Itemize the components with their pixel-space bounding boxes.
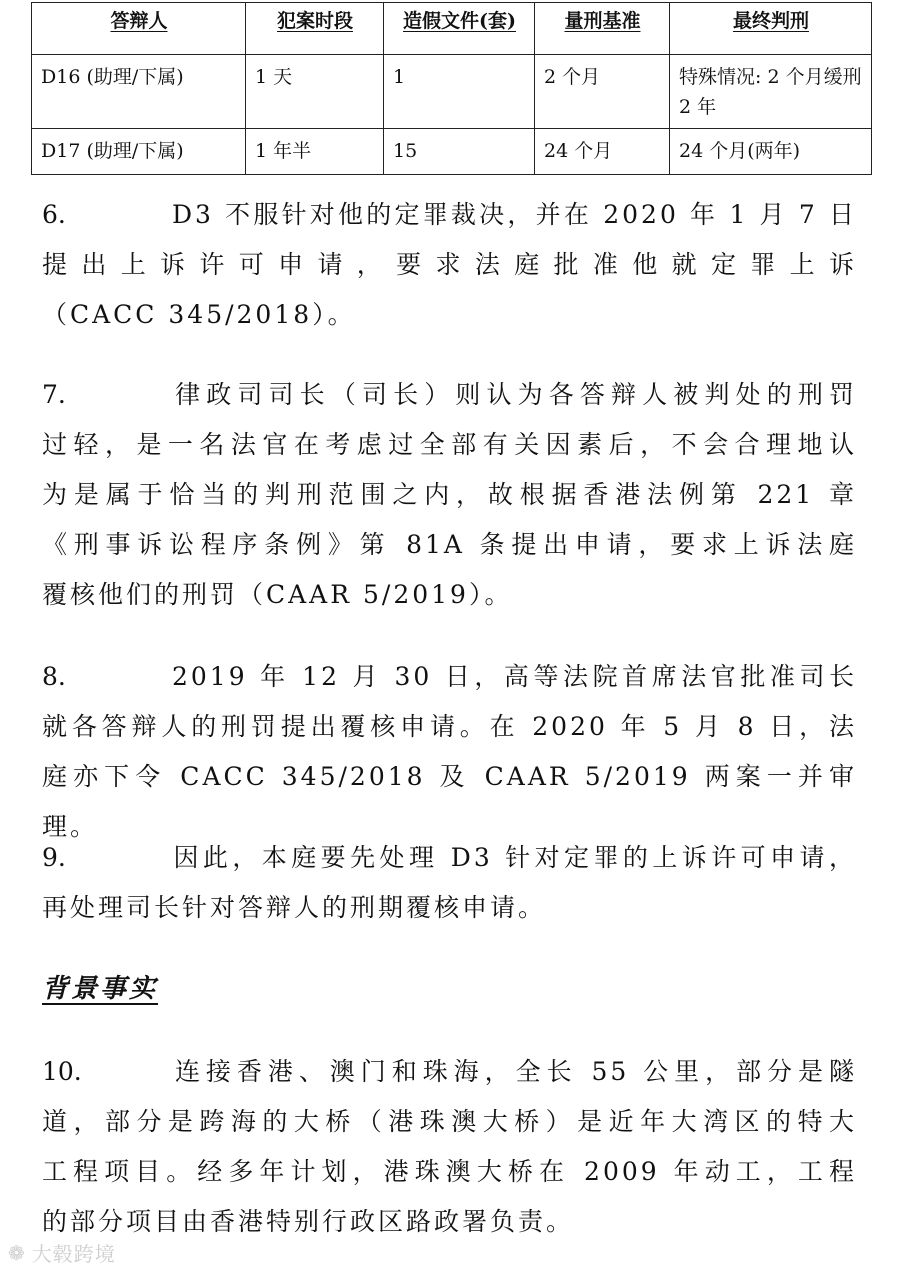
paragraph-6 (42, 190, 857, 340)
header-starting-point: 量刑基准 (535, 3, 670, 55)
paragraph-line: 覆核他们的刑罚（CAAR 5/2019）。 (42, 580, 513, 609)
paragraph-line: 就各答辩人的刑罚提出覆核申请。在 2020 年 5 月 8 日，法 (42, 712, 857, 741)
paragraph-line: 过轻，是一名法官在考虑过全部有关因素后，不会合理地认 (42, 430, 857, 459)
paragraph-number: 9. (42, 843, 66, 872)
paragraph-number: 7. (42, 380, 66, 409)
paragraph-line: 律政司司长（司长）则认为各答辩人被判处的刑罚 (172, 380, 857, 409)
paragraph-10 (42, 1047, 857, 1247)
cell-respondent: D16 (助理/下属) (32, 55, 246, 129)
header-final-sentence: 最终判刑 (670, 3, 872, 55)
paragraph-number: 6. (42, 200, 66, 229)
paragraph-line: 提出上诉许可申请，要求法庭批准他就定罪上诉 (42, 250, 857, 279)
cell-respondent: D17 (助理/下属) (32, 129, 246, 175)
paragraph-number: 10. (42, 1057, 82, 1086)
paragraph-8 (42, 652, 857, 852)
header-forged-docs: 造假文件(套) (384, 3, 535, 55)
paragraph-number: 8. (42, 662, 66, 691)
table-header-row (32, 3, 872, 55)
table-row (32, 55, 872, 129)
paragraph-line: D3 不服针对他的定罪裁决，并在 2020 年 1 月 7 日 (172, 200, 857, 229)
paragraph-line: 《刑事诉讼程序条例》第 81A 条提出申请，要求上诉法庭 (42, 530, 857, 559)
paragraph-line: 为是属于恰当的判刑范围之内，故根据香港法例第 221 章 (42, 480, 857, 509)
paragraph-line: 道，部分是跨海的大桥（港珠澳大桥）是近年大湾区的特大 (42, 1107, 857, 1136)
watermark (8, 1238, 116, 1267)
sentencing-table (31, 2, 872, 175)
header-respondent: 答辩人 (32, 3, 246, 55)
paragraph-line: 再处理司长针对答辩人的刑期覆核申请。 (42, 893, 547, 922)
paragraph-line: 庭亦下令 CACC 345/2018 及 CAAR 5/2019 两案一并审理。 (42, 762, 857, 841)
cell-final-sentence: 特殊情况: 2 个月缓刑 2 年 (670, 55, 872, 129)
cell-forged-docs: 1 (384, 55, 535, 129)
cell-final-sentence: 24 个月(两年) (670, 129, 872, 175)
paragraph-line: 因此，本庭要先处理 D3 针对定罪的上诉许可申请， (172, 843, 857, 872)
paragraph-line: 2019 年 12 月 30 日，高等法院首席法官批准司长 (172, 662, 857, 691)
paragraph-9 (42, 833, 857, 933)
cell-starting-point: 24 个月 (535, 129, 670, 175)
paragraph-line: （CACC 345/2018）。 (42, 300, 356, 329)
section-heading: 背景事实 (42, 974, 159, 1004)
cell-forged-docs: 15 (384, 129, 535, 175)
watermark-text: 大毂跨境 (31, 1242, 116, 1266)
table-row (32, 129, 872, 175)
paragraph-line: 的部分项目由香港特别行政区路政署负责。 (42, 1207, 575, 1236)
wechat-logo-icon: ❁ (8, 1240, 26, 1265)
paragraph-7 (42, 370, 857, 620)
paragraph-line: 工程项目。经多年计划，港珠澳大桥在 2009 年动工，工程 (42, 1157, 857, 1186)
cell-offence-period: 1 年半 (246, 129, 384, 175)
cell-starting-point: 2 个月 (535, 55, 670, 129)
cell-offence-period: 1 天 (246, 55, 384, 129)
paragraph-line: 连接香港、澳门和珠海，全长 55 公里，部分是隧 (172, 1057, 857, 1086)
header-offence-period: 犯案时段 (246, 3, 384, 55)
